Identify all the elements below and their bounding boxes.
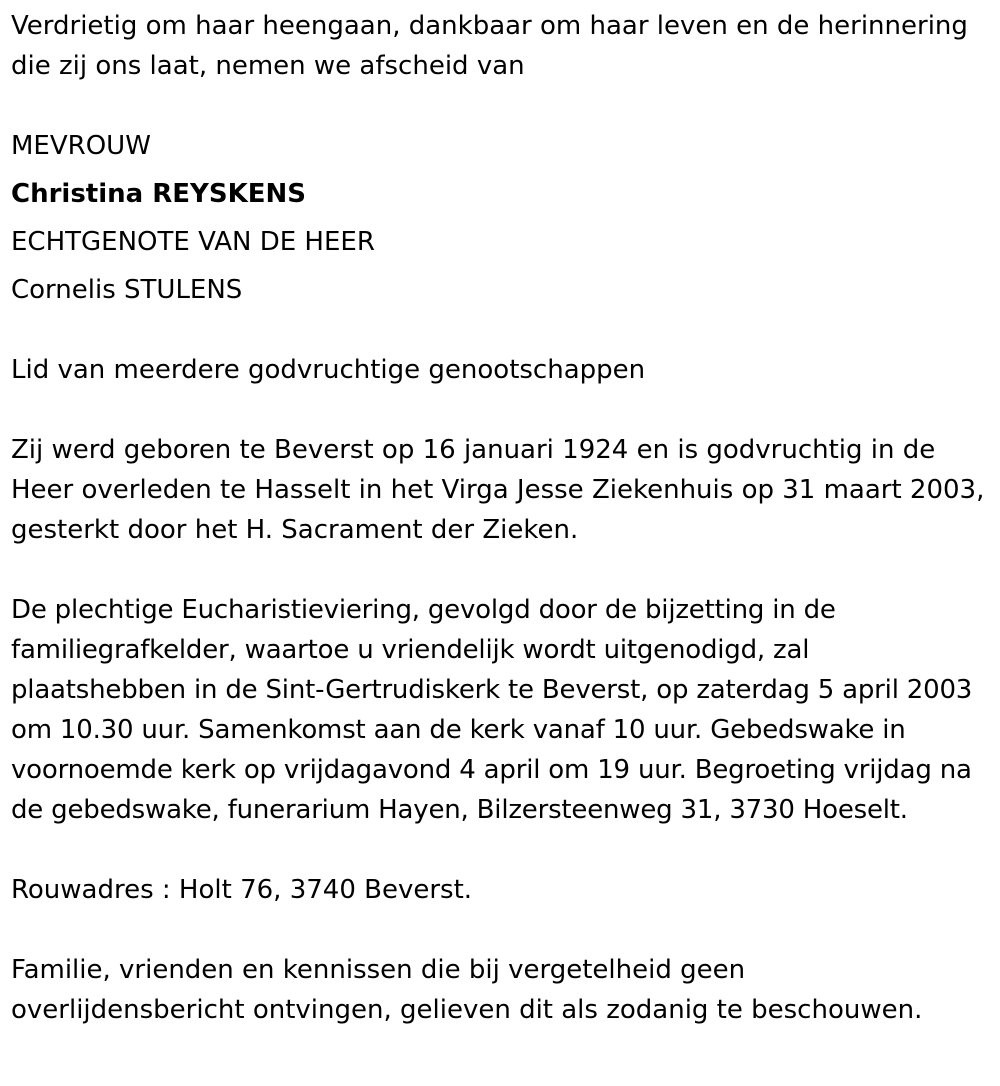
birth-death-text: Zij werd geboren te Beverst op 16 januari 1924 en is godvruchtig in de Heer overleden te Hasselt in het Virga Jesse Ziekenhuis op 31 maart 2003, gesterkt door het H. Sacrament der Zieken. — [11, 435, 985, 545]
spouse-name: Cornelis STULENS — [11, 275, 243, 305]
intro-text: Verdrietig om haar heengaan, dankbaar om haar leven en de herinnering die zij ons laat, nemen we afscheid van — [11, 11, 968, 81]
spacer — [11, 390, 986, 430]
spacer — [11, 310, 986, 350]
ceremony-text: De plechtige Eucharistieviering, gevolgd door de bijzetting in de familiegrafkelder, waartoe u vriendelijk wordt uitgenodigd, zal plaatshebben in de Sint-Gertrudiskerk te Beverst, op zaterdag 5 april 2003 om 10.30 uur. Samenkomst aan de kerk vanaf 10 uur. Gebedswake in voornoemde kerk op vrijdagavond 4 april om 19 uur. Begroeting vrijdag na de gebedswake, funerarium Hayen, Bilzersteenweg 31, 3730 Hoeselt. — [11, 595, 973, 825]
deceased-name: Christina REYSKENS — [11, 179, 306, 209]
obituary-notice — [11, 6, 986, 1030]
closing-text: Familie, vrienden en kennissen die bij vergetelheid geen overlijdensbericht ontvingen, gelieven dit als zodanig te beschouwen. — [11, 955, 923, 1025]
membership-text: Lid van meerdere godvruchtige genootschappen — [11, 355, 646, 385]
spacer — [11, 830, 986, 870]
relation-label: ECHTGENOTE VAN DE HEER — [11, 227, 375, 257]
spacer — [11, 550, 986, 590]
name-block — [11, 122, 986, 314]
spacer — [11, 86, 986, 126]
spacer — [11, 910, 986, 950]
mourning-address: Rouwadres : Holt 76, 3740 Beverst. — [11, 875, 473, 905]
title-prefix: MEVROUW — [11, 131, 151, 161]
